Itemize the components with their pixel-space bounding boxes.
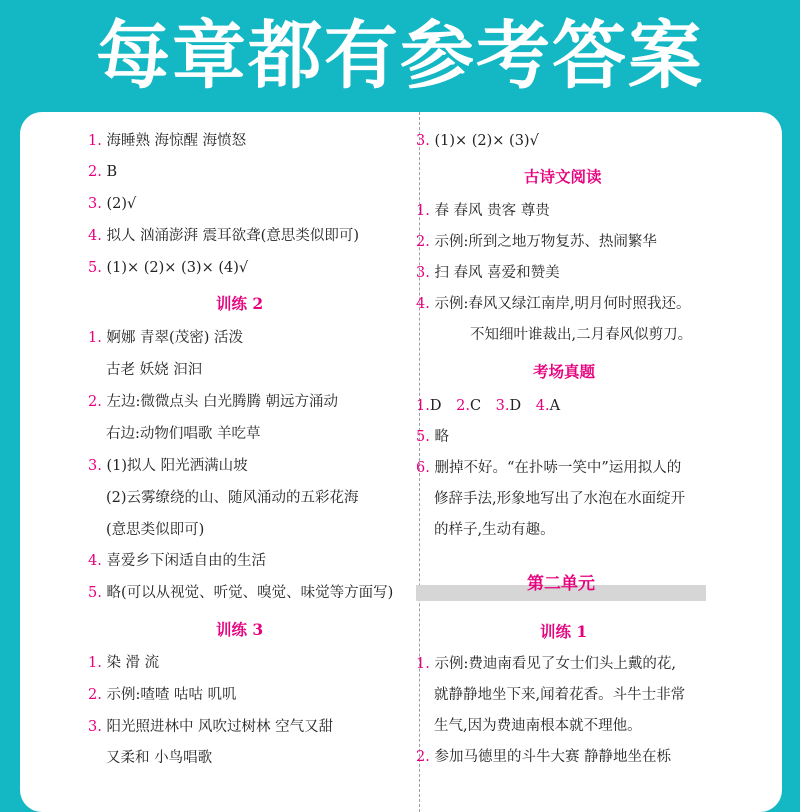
answer-item: 1. 春 春风 贵客 尊贵 bbox=[416, 203, 550, 219]
section-heading: 训练 3 bbox=[216, 620, 264, 639]
answer-item: 2. B bbox=[88, 164, 118, 180]
answer-continuation: (意思类似即可) bbox=[106, 522, 205, 538]
answer-continuation: 又柔和 小鸟唱歌 bbox=[106, 750, 213, 766]
answer-item: 1. 婀娜 青翠(茂密) 活泼 bbox=[88, 330, 243, 346]
answer-item: 3. (2)√ bbox=[88, 196, 137, 212]
answer-item: 1. 染 滑 流 bbox=[88, 655, 160, 671]
answer-item: 2. 示例:所到之地万物复苏、热闹繁华 bbox=[416, 234, 657, 250]
answer-item: 5. (1)× (2)× (3)× (4)√ bbox=[88, 260, 249, 276]
banner-title: 每章都有参考答案 bbox=[96, 13, 704, 99]
answer-item: 2. 左边:微微点头 白光腾腾 朝远方涌动 bbox=[88, 394, 339, 410]
answer-item: 4. 示例:春风又绿江南岸,明月何时照我还。 bbox=[416, 296, 691, 312]
answer-item: 5. 略 bbox=[416, 429, 449, 445]
answer-item: 1.D 2.C 3.D 4.A bbox=[416, 398, 561, 414]
answer-item: 1. 示例:费迪南看见了女士们头上戴的花, bbox=[416, 656, 676, 672]
answer-page bbox=[20, 112, 782, 812]
answer-item: 4. 拟人 汹涌澎湃 震耳欲聋(意思类似即可) bbox=[88, 228, 359, 244]
answer-item: 3. 扫 春风 喜爱和赞美 bbox=[416, 265, 560, 281]
answer-item: 1. 海睡熟 海惊醒 海愤怒 bbox=[88, 133, 247, 149]
unit-title: 第二单元 bbox=[527, 574, 595, 594]
section-heading: 考场真题 bbox=[533, 362, 596, 381]
answer-continuation: 就静静地坐下来,闻着花香。斗牛士非常 bbox=[434, 687, 686, 703]
answer-continuation: 生气,因为费迪南根本就不理他。 bbox=[434, 718, 642, 734]
answer-continuation: 不知细叶谁裁出,二月春风似剪刀。 bbox=[470, 327, 693, 343]
section-heading: 古诗文阅读 bbox=[524, 167, 602, 186]
answer-item: 5. 略(可以从视觉、听觉、嗅觉、味觉等方面写) bbox=[88, 585, 394, 601]
answer-item: 3. (1)拟人 阳光洒满山坡 bbox=[88, 458, 248, 474]
answer-continuation: 修辞手法,形象地写出了水泡在水面绽开 bbox=[434, 491, 686, 507]
answer-item: 2. 参加马德里的斗牛大赛 静静地坐在栎 bbox=[416, 749, 672, 765]
answer-continuation: 古老 妖娆 汩汩 bbox=[106, 362, 203, 378]
answer-item: 3. (1)× (2)× (3)√ bbox=[416, 133, 539, 149]
answer-item: 2. 示例:喳喳 咕咕 叽叽 bbox=[88, 687, 237, 703]
answer-continuation: 右边:动物们唱歌 羊吃草 bbox=[106, 426, 261, 442]
section-heading: 训练 1 bbox=[540, 622, 588, 641]
answer-item: 3. 阳光照进林中 风吹过树林 空气又甜 bbox=[88, 719, 334, 735]
answer-item: 4. 喜爱乡下闲适自由的生活 bbox=[88, 553, 266, 569]
banner bbox=[0, 0, 800, 112]
answer-continuation: (2)云雾缭绕的山、随风涌动的五彩花海 bbox=[106, 490, 359, 506]
answer-continuation: 的样子,生动有趣。 bbox=[434, 522, 555, 538]
section-heading: 训练 2 bbox=[216, 294, 264, 313]
answer-item: 6. 删掉不好。“在扑哧一笑中”运用拟人的 bbox=[416, 460, 682, 476]
